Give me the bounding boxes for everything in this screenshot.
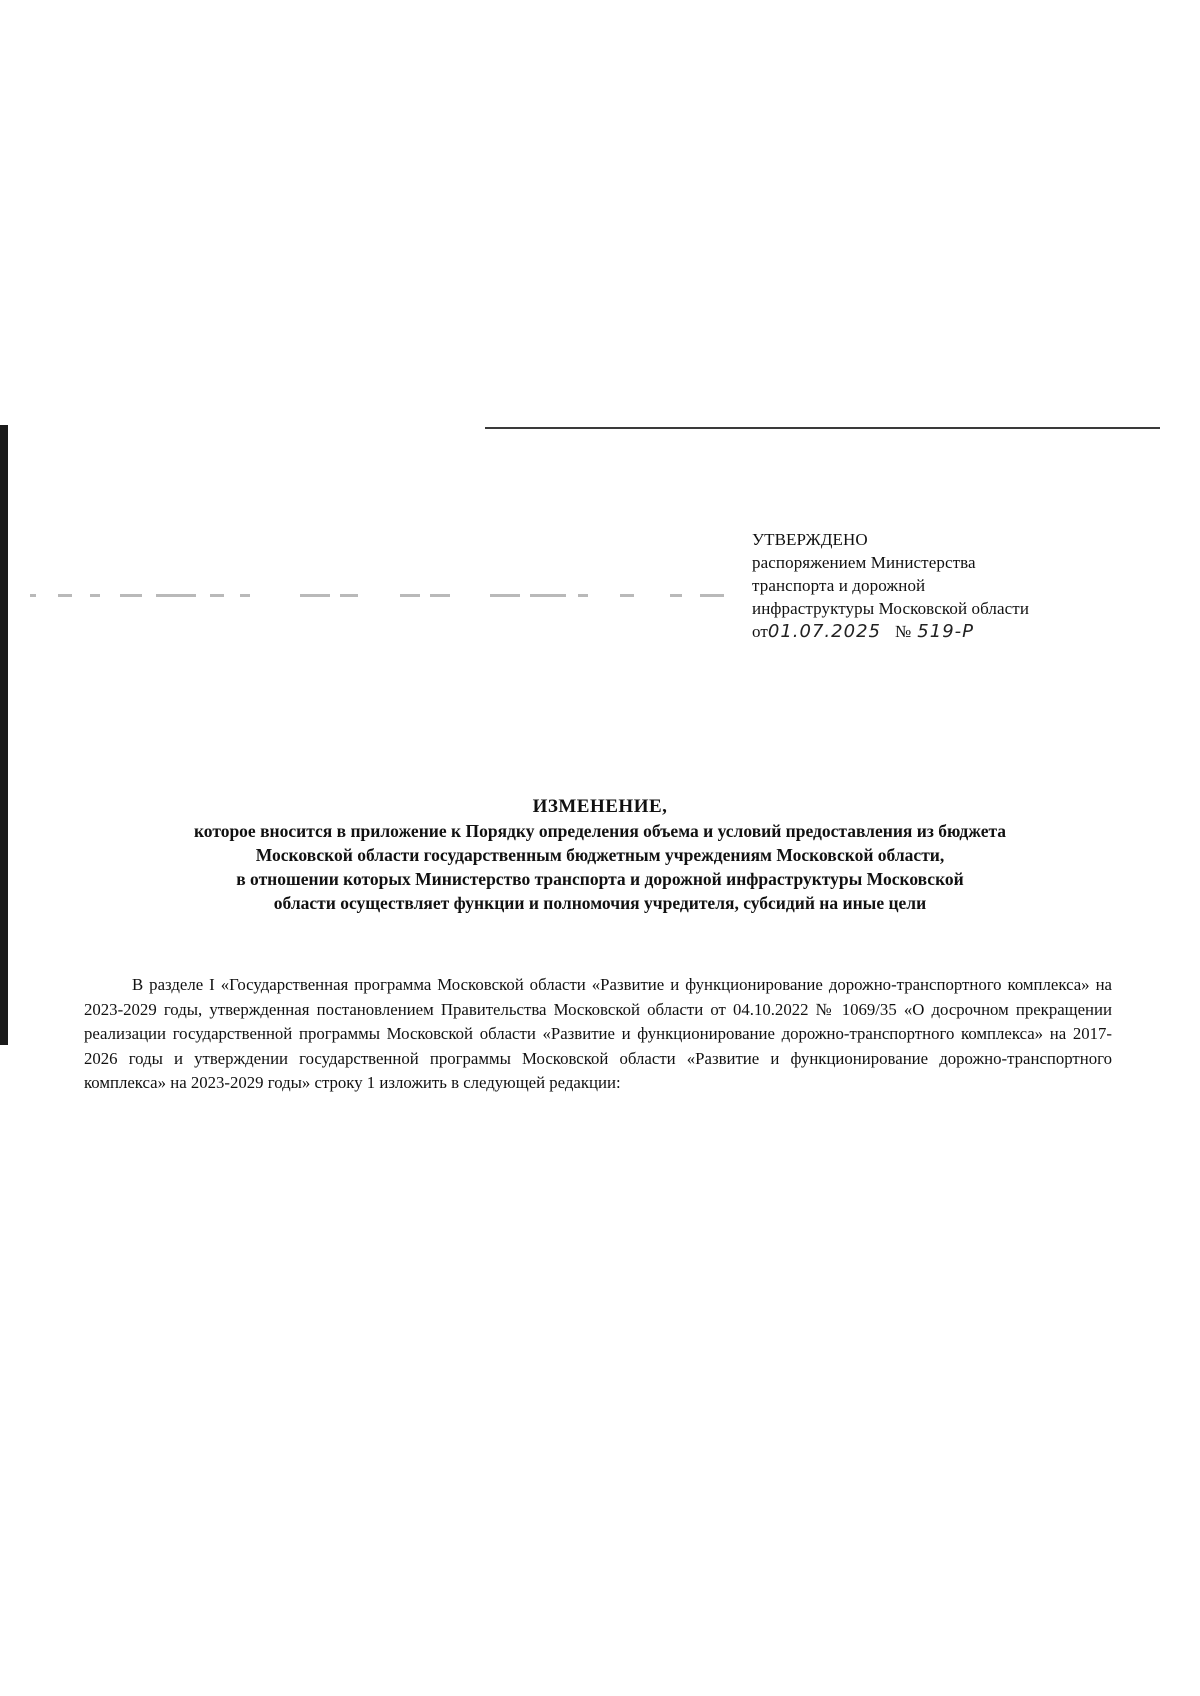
approval-date-value: 01.07.2025: [767, 621, 881, 642]
approval-line-2: транспорта и дорожной: [752, 576, 926, 595]
top-rule-line: [485, 427, 1160, 429]
scan-noise-artifacts: [30, 590, 730, 604]
approval-stamp: УТВЕРЖДЕНО: [752, 530, 868, 549]
approval-number-sign: №: [894, 622, 912, 641]
approval-date-line: [752, 620, 1172, 643]
heading-line-2: Московской области государственным бюджетным учреждениям Московской области,: [255, 845, 945, 865]
approval-date-prefix: от: [752, 622, 768, 641]
document-heading: [100, 795, 1100, 915]
heading-line-4: области осуществляет функции и полномочия учредителя, субсидий на иные цели: [273, 893, 927, 913]
approval-line-1: распоряжением Министерства: [752, 553, 976, 572]
approval-block: [752, 528, 1172, 643]
heading-title: ИЗМЕНЕНИЕ,: [532, 796, 668, 817]
heading-line-1: которое вносится в приложение к Порядку определения объема и условий предоставления из бюджета: [193, 821, 1007, 841]
approval-line-3: инфраструктуры Московской области: [752, 599, 1030, 618]
document-body: [84, 973, 1112, 1096]
body-paragraph: В разделе I «Государственная программа Московской области «Развитие и функционирование дорожно-транспортного комплекса» на 2023-2029 годы, утвержденная постановлением Правительства Московской области от 04.10.2022 № 1069/35 «О досрочном прекращении реализации государственной программы Московской области «Развитие и функционирование дорожно-транспортного комплекса» на 2017-2026 годы и утверждении государственной программы Московской области «Развитие и функционирование дорожно-транспортного комплекса» на 2023-2029 годы» строку 1 изложить в следующей редакции:: [84, 975, 1112, 1092]
heading-line-3: в отношении которых Министерство транспорта и дорожной инфраструктуры Московской: [236, 869, 964, 889]
approval-number-value: 519-Р: [917, 621, 975, 642]
scan-edge-shadow: [0, 425, 8, 1045]
